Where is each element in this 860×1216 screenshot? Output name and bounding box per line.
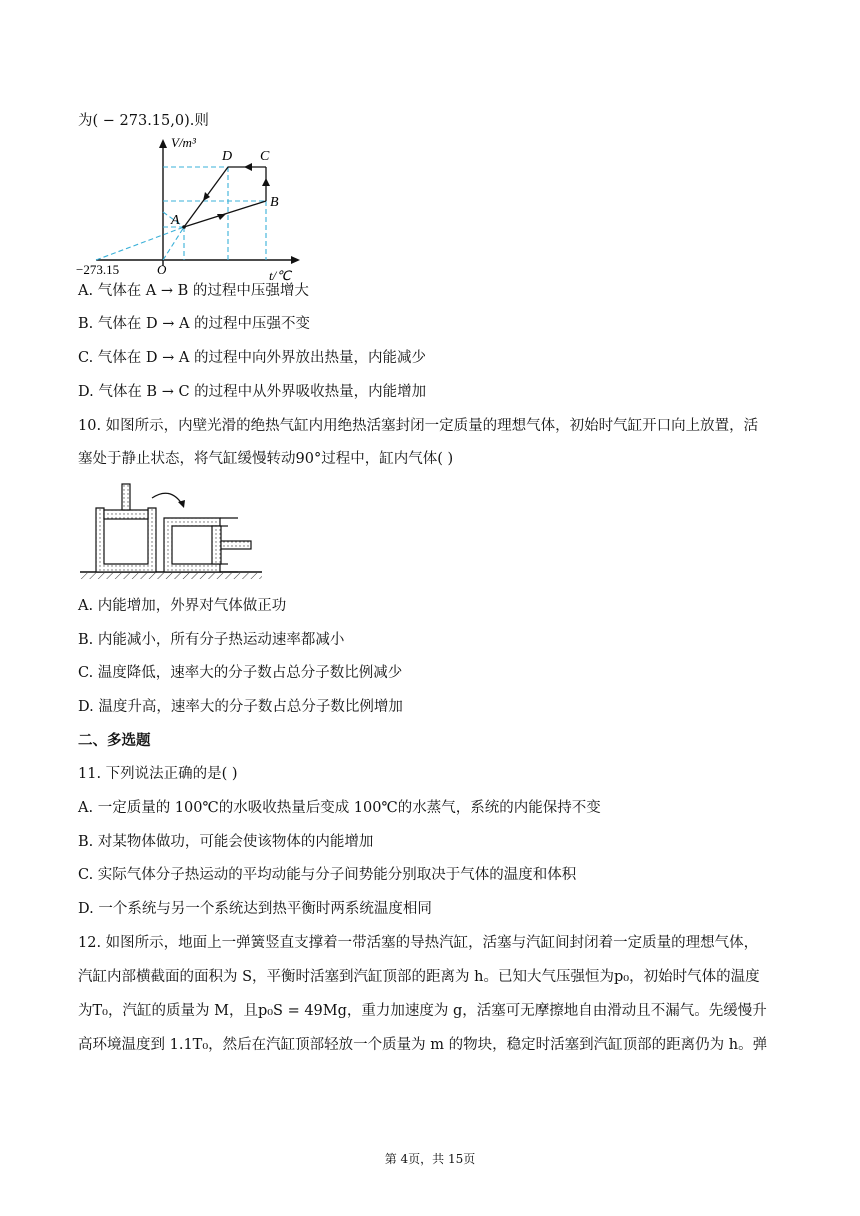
x-intercept-label: −273.15 <box>76 262 120 277</box>
cylinder-figure <box>78 480 268 580</box>
q11-option-b: B. 对某物体做功，可能会使该物体的内能增加 <box>78 834 374 850</box>
q10-option-d: D. 温度升高，速率大的分子数占总分子数比例增加 <box>78 699 403 715</box>
y-axis-label: V/m³ <box>171 135 196 150</box>
q12-line1: 12. 如图所示，地面上一弹簧竖直支撑着一带活塞的导热汽缸，活塞与汽缸间封闭着一定质量的理想气体， <box>78 935 759 951</box>
point-a-label: A <box>171 213 180 228</box>
q9-stem-tail: 为( − 273.15,0).则 <box>78 113 209 129</box>
page-footer: 第 4页，共 15页 <box>384 1152 476 1166</box>
section-heading: 二、多选题 <box>78 732 151 749</box>
q11-option-d: D. 一个系统与另一个系统达到热平衡时两系统温度相同 <box>78 901 432 917</box>
q10-stem-line1: 10. 如图所示，内壁光滑的绝热气缸内用绝热活塞封闭一定质量的理想气体，初始时气缸开口向上放置，活 <box>78 418 759 434</box>
q11-stem: 11. 下列说法正确的是( ) <box>78 766 238 782</box>
v-t-graph <box>76 134 306 282</box>
point-c-label: C <box>260 149 270 164</box>
point-b-label: B <box>270 195 279 210</box>
q9-option-a: A. 气体在 A → B 的过程中压强增大 <box>78 283 309 299</box>
q9-option-d: D. 气体在 B → C 的过程中从外界吸收热量，内能增加 <box>78 384 427 400</box>
q10-option-c: C. 温度降低，速率大的分子数占总分子数比例减少 <box>78 665 403 681</box>
q12-line3: 为T₀，汽缸的质量为 M，且p₀S = 49Mg，重力加速度为 g，活塞可无摩擦地自由滑动且不漏气。先缓慢升 <box>78 1003 767 1019</box>
q12-line2: 汽缸内部横截面的面积为 S，平衡时活塞到汽缸顶部的距离为 h。已知大气压强恒为p₀，初始时气体的温度 <box>78 969 760 985</box>
x-axis-label: t/℃ <box>269 268 291 282</box>
q9-option-c: C. 气体在 D → A 的过程中向外界放出热量，内能减少 <box>78 350 426 366</box>
point-d-label: D <box>222 149 233 164</box>
q10-option-b: B. 内能减小，所有分子热运动速率都减小 <box>78 632 345 648</box>
q10-option-a: A. 内能增加，外界对气体做正功 <box>78 598 287 614</box>
q11-option-a: A. 一定质量的 100℃的水吸收热量后变成 100℃的水蒸气，系统的内能保持不变 <box>78 800 601 816</box>
q9-option-b: B. 气体在 D → A 的过程中压强不变 <box>78 316 311 332</box>
q12-line4: 高环境温度到 1.1T₀，然后在汽缸顶部轻放一个质量为 m 的物块，稳定时活塞到汽缸顶部的距离仍为 h。弹 <box>78 1037 768 1053</box>
q10-stem-line2: 塞处于静止状态，将气缸缓慢转动90°过程中，缸内气体( ) <box>78 451 454 467</box>
origin-label: O <box>157 262 167 277</box>
q11-option-c: C. 实际气体分子热运动的平均动能与分子间势能分别取决于气体的温度和体积 <box>78 867 577 883</box>
